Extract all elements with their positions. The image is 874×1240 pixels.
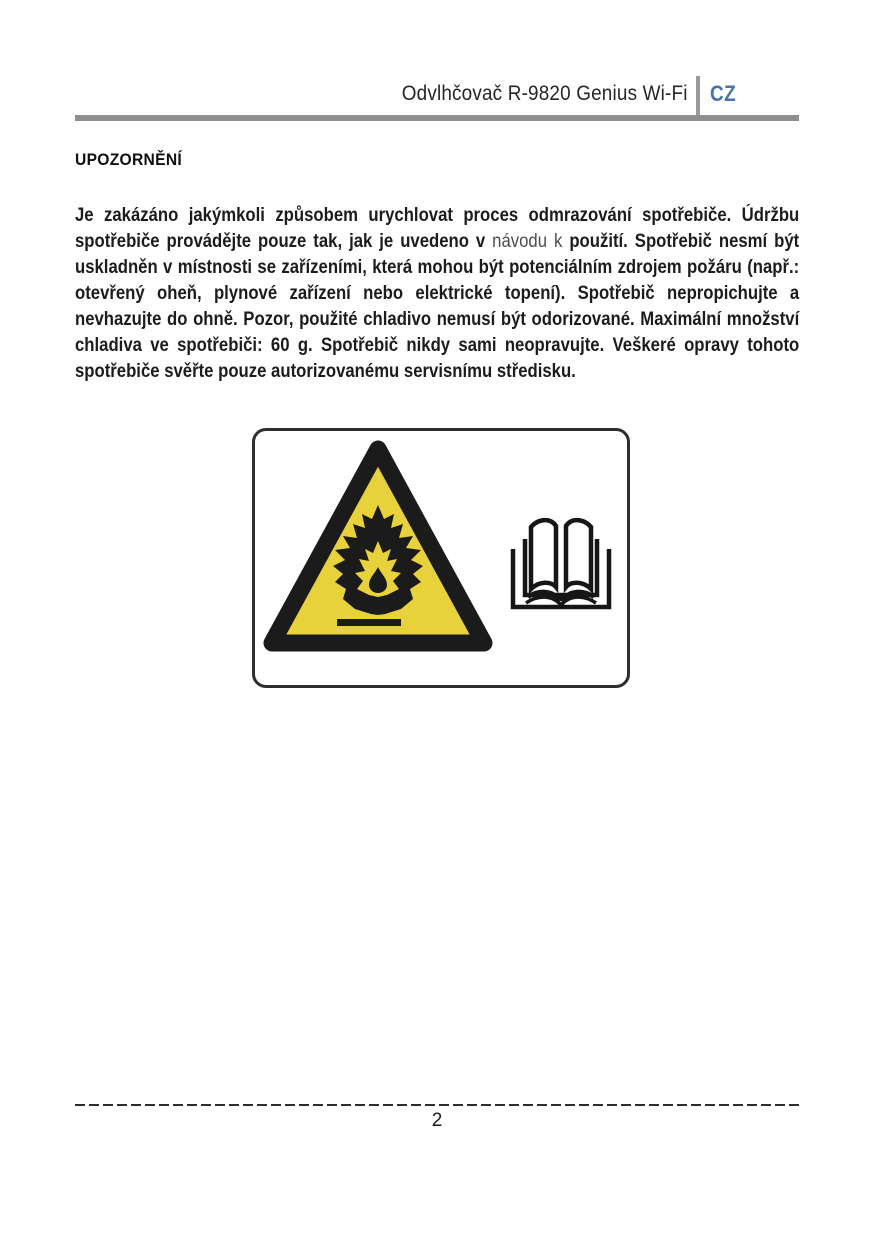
document-title: Odvlhčovač R-9820 Genius Wi-Fi bbox=[402, 82, 688, 105]
page-number: 2 bbox=[431, 1110, 443, 1131]
header-separator bbox=[696, 76, 700, 117]
manual-reference-text: návodu k bbox=[492, 231, 563, 252]
warning-symbols-figure bbox=[252, 428, 630, 688]
section-heading: UPOZORNĚNÍ bbox=[75, 150, 183, 169]
header-rule bbox=[75, 115, 799, 121]
read-manual-icon bbox=[505, 507, 617, 619]
footer-rule bbox=[75, 1104, 799, 1106]
warning-paragraph bbox=[75, 203, 799, 385]
flammable-warning-icon bbox=[263, 435, 493, 659]
language-badge: CZ bbox=[710, 81, 737, 106]
paragraph-text-2: použití. Spotřebič nesmí být uskladněn v místnosti se zařízeními, která mohou být potenciálním zdrojem požáru (např.: otevřený oheň, plynové zařízení nebo elektrické topení). Spotřebič nepropichujte a nevhazujte do ohně. Pozor, použité chladivo nemusí být odorizované. Maximální množství chladiva ve spotřebiči: 60 g. Spotřebič nikdy sami neopravujte. Veškeré opravy tohoto spotřebiče svěřte pouze autorizovanému servisnímu středisku. bbox=[75, 231, 800, 382]
paragraph-text-1: Je zakázáno jakýmkoli způsobem urychlovat proces odmrazování spotřebiče. Údržbu spotřebiče provádějte pouze tak, jak je uvedeno v bbox=[75, 205, 800, 252]
